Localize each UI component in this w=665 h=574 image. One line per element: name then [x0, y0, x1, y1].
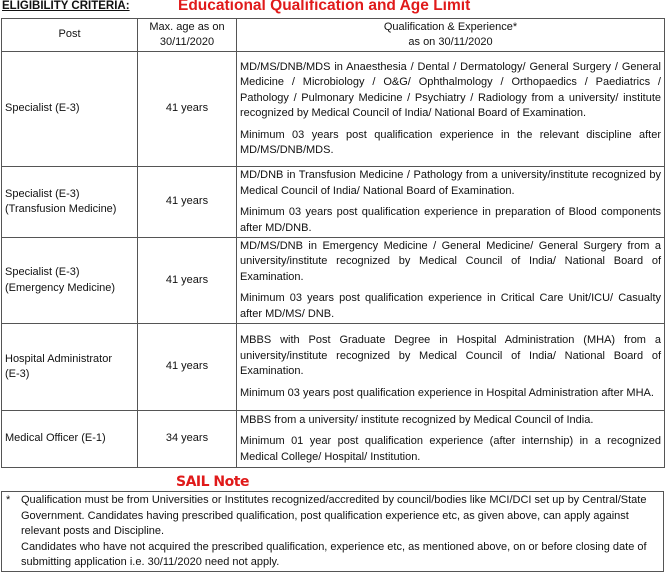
- qualification-cell: [237, 238, 665, 324]
- post-cell: Hospital Administrator (E-3): [2, 324, 138, 411]
- column-header-age: Max. age as on 30/11/2020: [138, 19, 237, 52]
- age-cell: 41 years: [138, 52, 237, 167]
- age-cell: 34 years: [138, 411, 237, 468]
- qualification-text: MBBS with Post Graduate Degree in Hospital Administration (MHA) from a university/institute recognized by Medical Council of India/ National Board of Examination.: [240, 334, 661, 377]
- table-row: [2, 411, 665, 468]
- qualification-cell: [237, 167, 665, 238]
- post-cell: Specialist (E-3): [2, 52, 138, 167]
- page-title: Educational Qualification and Age Limit: [178, 0, 471, 14]
- footnote-asterisk: *: [6, 494, 11, 506]
- post-cell: Medical Officer (E-1): [2, 411, 138, 468]
- qualification-cell: [237, 324, 665, 411]
- table-header-row: [2, 19, 665, 52]
- experience-text: Minimum 03 years post qualification experience in preparation of Blood components after MD/DNB.: [240, 206, 661, 234]
- experience-text: Minimum 03 years post qualification experience in Critical Care Unit/ICU/ Casualty after MD/MS/ DNB.: [240, 292, 661, 320]
- table-row: [2, 52, 665, 167]
- qualification-text: MD/DNB in Transfusion Medicine / Pathology from a university/institute recognized by Medical Council of India/ National Board of Examination.: [240, 169, 661, 197]
- qualification-text: MD/MS/DNB in Emergency Medicine / General Medicine/ General Surgery from a university/institute recognized by Medical Council of India/ National Board of Examination.: [240, 239, 661, 283]
- table-row: [2, 167, 665, 238]
- post-cell: Specialist (E-3) (Transfusion Medicine): [2, 167, 138, 238]
- note-paragraph: Qualification must be from Universities or Institutes recognized/accredited by council/bodies like MCI/DCI set up by Central/State Government. Candidates having prescribed qualification, post qualification experience etc, as given above, can apply against relevant posts and Discipline.: [21, 494, 647, 537]
- experience-text: Minimum 03 years post qualification experience in the relevant discipline after MD/MS/DNB/MDS.: [240, 128, 661, 156]
- table-row: [2, 238, 665, 324]
- qualification-text: MD/MS/DNB/MDS in Anaesthesia / Dental / Dermatology/ General Surgery / General Medicine / Microbiology / O&G/ Ophthalmology / Orthopaedics / Paediatrics / Pathology / Pulmonary Medicine / Psychiatry / Radiology from a university/ institute recognized by Medical Council of India/ National Board of Examination.: [240, 60, 661, 119]
- experience-text: Minimum 01 year post qualification experience (after internship) in a recognized Medical College/ Hospital/ Institution.: [240, 435, 661, 463]
- eligibility-criteria-label: ELIGIBILITY CRITERIA:: [2, 0, 130, 12]
- notes-box: [1, 491, 664, 572]
- column-header-post: Post: [2, 19, 138, 52]
- sail-note-label: SAIL Note: [176, 474, 249, 490]
- notes-body: [21, 493, 651, 571]
- age-cell: 41 years: [138, 238, 237, 324]
- experience-text: Minimum 03 years post qualification experience in Hospital Administration after MHA.: [240, 386, 654, 399]
- qualification-cell: [237, 411, 665, 468]
- qualification-cell: [237, 52, 665, 167]
- post-cell: Specialist (E-3) (Emergency Medicine): [2, 238, 138, 324]
- column-header-qualification: Qualification & Experience* as on 30/11/2020: [237, 19, 665, 52]
- age-cell: 41 years: [138, 324, 237, 411]
- table-row: [2, 324, 665, 411]
- note-paragraph: Candidates who have not acquired the prescribed qualification, experience etc, as mentioned above, on or before closing date of submitting application i.e. 30/11/2020 need not apply.: [21, 540, 647, 568]
- eligibility-table: [1, 18, 665, 468]
- age-cell: 41 years: [138, 167, 237, 238]
- qualification-text: MBBS from a university/ institute recognized by Medical Council of India.: [240, 413, 594, 426]
